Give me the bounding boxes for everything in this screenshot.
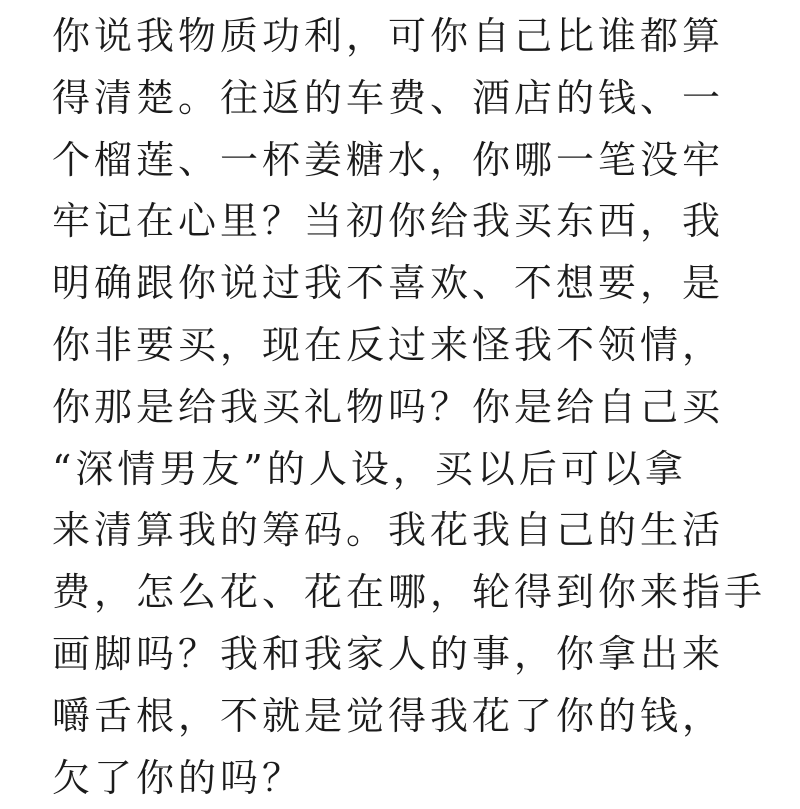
- text-line-9: 来清算我的筹码。我花我自己的生活: [52, 508, 725, 553]
- handwritten-text-block: [52, 6, 772, 809]
- text-line-10: 费，怎么花、花在哪，轮得到你来指手: [52, 570, 767, 615]
- text-line-5: 明确跟你说过我不喜欢、不想要，是: [52, 261, 725, 306]
- text-line-3: 个榴莲、一杯姜糖水，你哪一笔没牢: [52, 137, 725, 182]
- text-line-13: 欠了你的吗？: [52, 755, 305, 800]
- text-line-12: 嚼舌根，不就是觉得我花了你的钱，: [52, 693, 725, 738]
- text-line-7: 你那是给我买礼物吗？你是给自己买: [52, 384, 725, 429]
- text-line-11: 画脚吗？我和我家人的事，你拿出来: [52, 631, 725, 676]
- text-line-6: 你非要买，现在反过来怪我不领情，: [52, 322, 725, 367]
- text-line-1: 你说我物质功利，可你自己比谁都算: [52, 14, 725, 58]
- text-line-8: “深情男友”的人设，买以后可以拿: [52, 446, 687, 491]
- text-line-4: 牢记在心里？当初你给我买东西，我: [52, 199, 725, 244]
- text-line-2: 得清楚。往返的车费、酒店的钱、一: [52, 75, 725, 120]
